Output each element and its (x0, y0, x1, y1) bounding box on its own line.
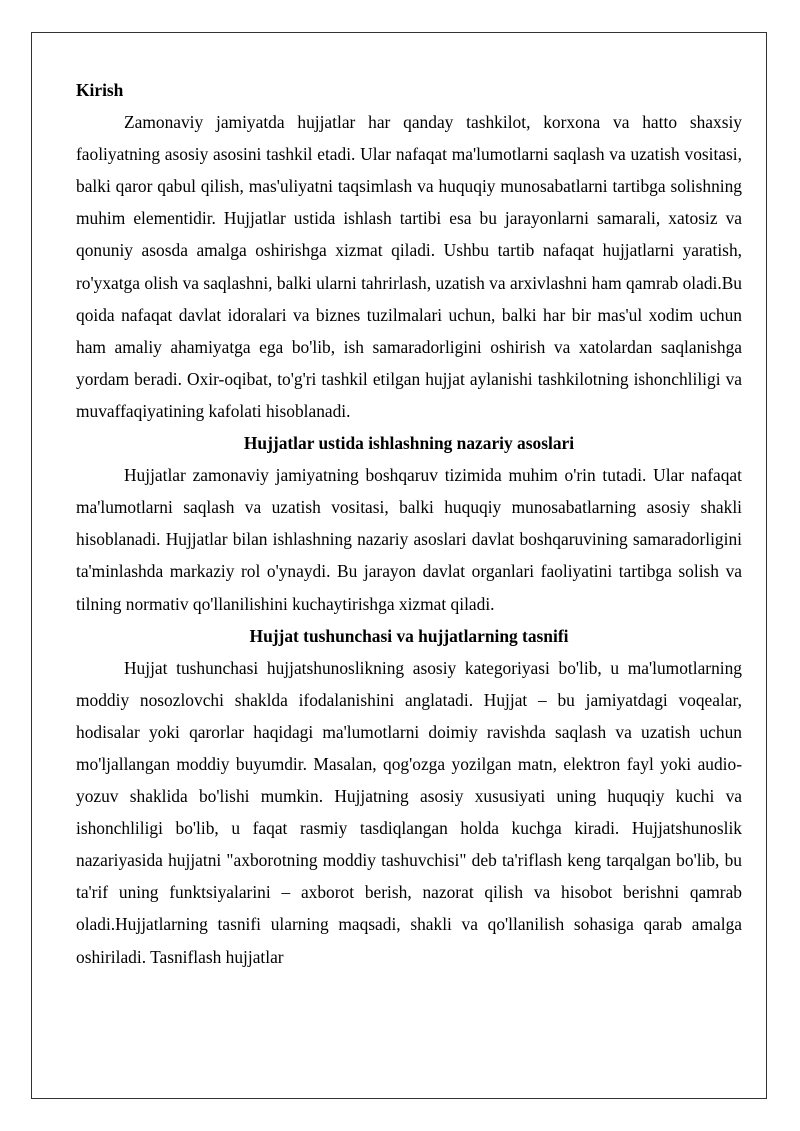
section2-paragraph: Hujjat tushunchasi hujjatshunoslikning asosiy kategoriyasi bo'lib, u ma'lumotlarning moddiy nosozlovchi shaklda ifodalanishini anglatadi. Hujjat – bu jamiyatdagi voqealar, hodisalar yoki qarorlar haqidagi ma'lumotlarni doimiy ravishda saqlash va uzatish uchun mo'ljallangan moddiy buyumdir. Masalan, qog'ozga yozilgan matn, elektron fayl yoki audio-yozuv shaklida bo'lishi mumkin. Hujjatning asosiy xususiyati uning huquqiy kuchi va ishonchliligi bo'lib, u faqat rasmiy tasdiqlangan holda kuchga kiradi. Hujjatshunoslik nazariyasida hujjatni "axborotning moddiy tashuvchisi" deb ta'riflash keng tarqalgan bo'lib, bu ta'rif uning funktsiyalarini – axborot berish, nazorat qilish va hisobot berishni qamrab oladi.Hujjatlarning tasnifi ularning maqsadi, shakli va qo'llanilish sohasiga qarab amalga oshiriladi. Tasniflash hujjatlar (76, 657, 742, 967)
intro-heading: Kirish (76, 80, 124, 100)
document-body (76, 74, 742, 973)
section1-paragraph: Hujjatlar zamonaviy jamiyatning boshqaruv tizimida muhim o'rin tutadi. Ular nafaqat ma'lumotlarni saqlash va uzatish vositasi, balki huquqiy munosabatlarning asosiy shakli hisoblanadi. Hujjatlar bilan ishlashning nazariy asoslari davlat boshqaruvining samaradorligini ta'minlashda markaziy rol o'ynaydi. Bu jarayon davlat organlari faoliyatini tartibga solish va tilning normativ qo'llanilishini kuchaytirishga xizmat qiladi. (76, 465, 742, 614)
intro-paragraph: Zamonaviy jamiyatda hujjatlar har qanday tashkilot, korxona va hatto shaxsiy faoliyatning asosiy asosini tashkil etadi. Ular nafaqat ma'lumotlarni saqlash va uzatish vositasi, balki qaror qabul qilish, mas'uliyatni taqsimlash va huquqiy munosabatlarni tartibga solishning muhim elementidir. Hujjatlar ustida ishlash tartibi esa bu jarayonlarni samarali, xatosiz va qonuniy asosda amalga oshirishga xizmat qiladi. Ushbu tartib nafaqat hujjatlarni yaratish, ro'yxatga olish va saqlashni, balki ularni tahrirlash, uzatish va arxivlashni ham qamrab oladi.Bu qoida nafaqat davlat idoralari va biznes tuzilmalari uchun, balki har bir mas'ul xodim uchun ham amaliy ahamiyatga ega bo'lib, ish samaradorligini oshirish va xatolardan saqlanishga yordam beradi. Oxir-oqibat, to'g'ri tashkil etilgan hujjat aylanishi tashkilotning ishonchliligi va muvaffaqiyatining kafolati hisoblanadi. (76, 112, 742, 421)
section2-heading: Hujjat tushunchasi va hujjatlarning tasnifi (249, 625, 569, 646)
section1-heading: Hujjatlar ustida ishlashning nazariy asoslari (243, 433, 575, 454)
